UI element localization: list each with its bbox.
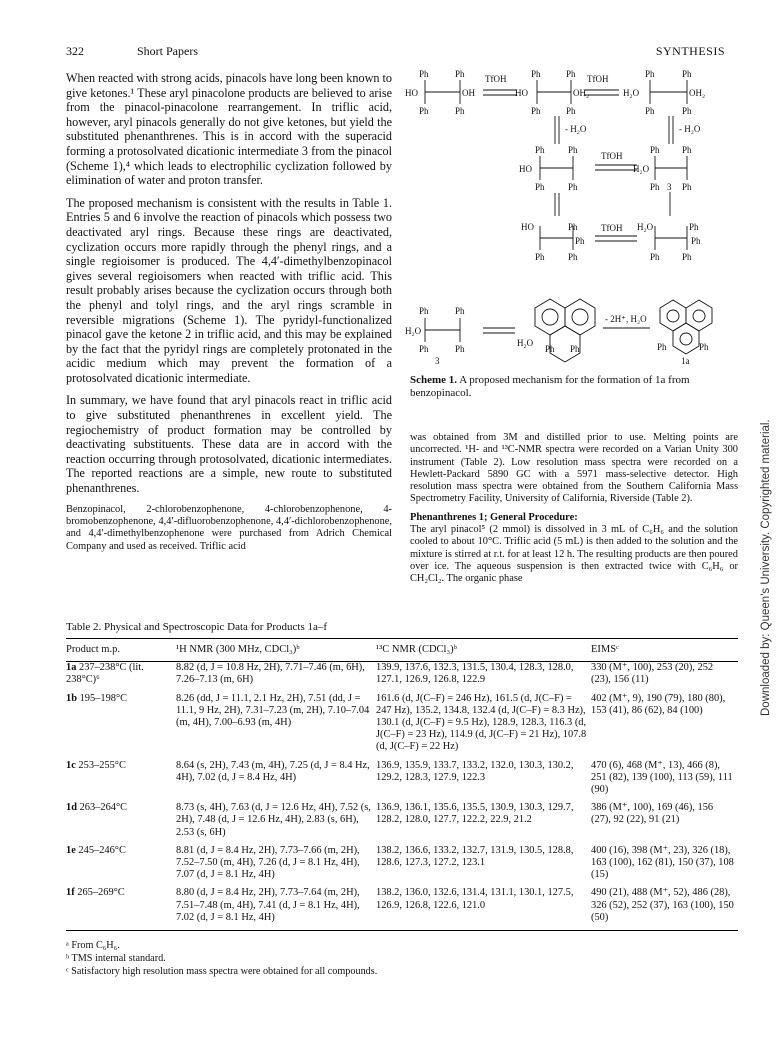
svg-text:Ph: Ph: [455, 106, 465, 116]
experimental-text: Benzopinacol, 2-chlorobenzophenone, 4-chlorobenzophenone, 4-bromobenzophenone, 4,4′-difluorobenzophenone, 4,4′-dichlorobenzophenone, and 4,4′-dimethylbenzophenone were purchased from Adrich Chemical Company and used as received. Triflic acid: [66, 503, 392, 552]
svg-text:TfOH: TfOH: [601, 151, 623, 161]
svg-text:Ph: Ph: [570, 344, 580, 354]
product-id: 1f: [66, 887, 75, 899]
h-nmr-cell: 8.64 (s, 2H), 7.43 (m, 4H), 7.25 (d, J = 8.4 Hz, 4H), 7.02 (d, J = 8.4 Hz, 4H): [176, 759, 370, 783]
svg-text:OH₂: OH₂: [689, 88, 706, 98]
svg-text:Ph: Ph: [535, 252, 545, 262]
section-title: Short Papers: [137, 44, 198, 58]
table-2: [66, 638, 738, 978]
eims-cell: 400 (16), 398 (M⁺, 23), 326 (18), 163 (100), 162 (81), 150 (37), 108 (15): [591, 844, 734, 881]
melting-point: 245–246°C: [78, 844, 126, 856]
svg-text:Ph: Ph: [531, 106, 541, 116]
eims-cell: 402 (M⁺, 9), 190 (79), 180 (80), 153 (41), 86 (62), 84 (100): [591, 692, 726, 716]
svg-text:HO: HO: [515, 88, 528, 98]
table-footnotes: [66, 939, 738, 978]
instrumentation-text: was obtained from 3M and distilled prior to use. Melting points are uncorrected. ¹H- and ¹³C-NMR spectra were recorded on a Varian Unity 300 instrument (Table 2). Low resolution mass spectra were recorded on a Hewlett-Packard 5890 GC with a 5971 mass-selective detector. High resolution mass spectra were obtained from the Southern California Mass Spectrometry Facility, University of California, Riverside (Table 2).: [410, 432, 738, 505]
table-row: [66, 662, 738, 693]
svg-text:H₂O: H₂O: [623, 88, 640, 98]
product-id: 1d: [66, 802, 77, 814]
svg-text:Ph: Ph: [645, 106, 655, 116]
table-title: Table 2. Physical and Spectroscopic Data for Products 1a–f: [66, 621, 328, 633]
svg-text:Ph: Ph: [682, 252, 692, 262]
svg-text:H₂O: H₂O: [517, 338, 534, 348]
svg-text:3: 3: [435, 356, 440, 366]
download-note: Downloaded by: Queen's University. Copyrighted material.: [760, 419, 772, 716]
svg-text:Ph: Ph: [657, 342, 667, 352]
paragraph-1: When reacted with strong acids, pinacols have long been known to give ketones.¹ These aryl pinacolone products are believed to arise from the pinacol-pinacolone rearrangement. In triflic acid, however, aryl pinacols generally do not give ketones, but yield the substituted phenanthrenes. This is in accord with the superacid forming a protosolvated dicationic intermediate 3 from the pinacol (Scheme 1),⁴ which leads to electrophilic cyclization followed by elimination of water and proton transfer.: [66, 71, 392, 188]
eims-cell: 386 (M⁺, 100), 169 (46), 156 (27), 92 (22), 91 (21): [591, 802, 714, 826]
svg-text:HO: HO: [519, 164, 532, 174]
svg-text:Ph: Ph: [566, 69, 576, 79]
svg-text:H₂O: H₂O: [405, 326, 422, 336]
c-nmr-cell: 139.9, 137.6, 132.3, 131.5, 130.4, 128.3, 128.0, 127.1, 126.9, 126.8, 122.9: [376, 662, 574, 686]
c-nmr-cell: 136.9, 135.9, 133.7, 133.2, 132.0, 130.3, 130.2, 129.2, 128.3, 127.9, 122.3: [376, 759, 574, 783]
svg-text:H₂O: H₂O: [633, 164, 650, 174]
svg-text:TfOH: TfOH: [587, 74, 609, 84]
svg-text:TfOH: TfOH: [485, 74, 507, 84]
svg-text:Ph: Ph: [568, 252, 578, 262]
melting-point: 253–255°C: [78, 759, 126, 771]
svg-text:Ph: Ph: [645, 69, 655, 79]
h-nmr-cell: 8.82 (d, J = 10.8 Hz, 2H), 7.71–7.46 (m, 6H), 7.26–7.13 (m, 6H): [176, 662, 365, 686]
svg-text:Ph: Ph: [568, 145, 578, 155]
svg-text:Ph: Ph: [419, 69, 429, 79]
header-c-nmr: ¹³C NMR (CDCl₃)ᵇ: [376, 639, 591, 662]
melting-point: 237–238°C (lit. 238°C)⁶: [66, 662, 144, 686]
scheme-drawing: [405, 68, 735, 368]
svg-text:Ph: Ph: [566, 106, 576, 116]
svg-text:Ph: Ph: [545, 344, 555, 354]
scheme-caption-label: Scheme 1.: [410, 374, 458, 386]
product-id: 1a: [66, 662, 77, 674]
procedure-text: The aryl pinacol⁵ (2 mmol) is dissolved in 3 mL of C₆H₆ and the solution cooled to about 10°C. Triflic acid (5 mL) is then added to the solution and the mixture is stirred at r.t. for at least 12 h. The resulting products are then poured over ice. The aqueous suspension is then extracted twice with C₆H₆ or CH₂Cl₂. The organic phase: [410, 524, 738, 585]
svg-text:Ph: Ph: [455, 344, 465, 354]
svg-text:Ph: Ph: [419, 306, 429, 316]
c-nmr-cell: 138.2, 136.0, 132.6, 131.4, 131.1, 130.1, 127.5, 126.9, 126.8, 122.6, 121.0: [376, 887, 574, 911]
header-h-nmr: ¹H NMR (300 MHz, CDCl₃)ᵇ: [176, 639, 376, 662]
table-row: [66, 845, 738, 888]
product-id: 1e: [66, 844, 76, 856]
svg-text:Ph: Ph: [691, 236, 701, 246]
melting-point: 265–269°C: [77, 887, 125, 899]
scheme-caption: [410, 374, 738, 400]
svg-text:Ph: Ph: [650, 252, 660, 262]
eims-cell: 490 (21), 488 (M⁺, 52), 486 (28), 326 (52), 252 (37), 163 (100), 150 (50): [591, 887, 734, 923]
melting-point: 263–264°C: [79, 802, 128, 814]
svg-text:Ph: Ph: [650, 145, 660, 155]
left-column: [66, 71, 392, 553]
svg-text:Ph: Ph: [568, 222, 578, 232]
page-number: 322: [66, 44, 84, 58]
c-nmr-cell: 161.6 (d, J(C–F) = 246 Hz), 161.5 (d, J(C–F) = 247 Hz), 135.2, 134.8, 132.4 (d, J(C–F) = 8.3 Hz), 130.1 (d, J(C–F) = 9.5 Hz), 128.9, 128.3, 116.3 (d, J(C–F) = 23 Hz), 114.9 (d, J(C–F) = 21 Hz), 107.8 (d, J(C–F) = 22 Hz): [376, 692, 587, 753]
svg-text:1a: 1a: [681, 356, 690, 366]
h-nmr-cell: 8.73 (s, 4H), 7.63 (d, J = 12.6 Hz, 4H), 7.52 (s, 2H), 7.48 (d, J = 12.6 Hz, 4H), 2.83 (s, 6H), 2.53 (s, 6H): [176, 802, 371, 838]
svg-text:Ph: Ph: [535, 182, 545, 192]
product-id: 1c: [66, 759, 76, 771]
table-row: [66, 887, 738, 930]
h-nmr-cell: 8.81 (d, J = 8.4 Hz, 2H), 7.73–7.66 (m, 2H), 7.52–7.50 (m, 4H), 7.26 (d, J = 8.1 Hz, 4H), 7.07 (d, J = 8.1 Hz, 4H): [176, 844, 360, 881]
scheme-1: [405, 68, 735, 368]
svg-text:Ph: Ph: [531, 69, 541, 79]
procedure-heading: Phenanthrenes 1; General Procedure:: [410, 511, 578, 523]
header-product: Product m.p.: [66, 639, 176, 662]
h-nmr-cell: 8.26 (dd, J = 11.1, 2.1 Hz, 2H), 7.51 (dd, J = 11.1, 9 Hz, 2H), 7.31–7.23 (m, 2H), 7.10–7.04 (m, 4H), 7.00–6.93 (m, 4H): [176, 692, 370, 729]
melting-point: 195–198°C: [79, 692, 128, 704]
paragraph-2: The proposed mechanism is consistent with the results in Table 1. Entries 5 and 6 involve the reaction of pinacols which possess two deactivated aryl rings. Because these rings are deactivated, cyclization occurs more rapidly through the phenyl rings, and a single regioisomer is produced. The 4,4′-dimethylbenzopinacol gives several regioisomers when reacted with triflic acid. This result probably arises because the cyclization occurs through both the phenyl and tolyl rings, and the aryl rings scramble in reversible migrations (Scheme 1). The pyridyl-functionalized pinacol gave the ketone 2 in triflic acid, and this may be explained by the fact that the pyridyl rings are completely protonated in the acidic medium which may prevent the formation of a protosolvated dicationic intermediate.: [66, 195, 392, 385]
svg-text:Ph: Ph: [689, 222, 699, 232]
svg-text:3: 3: [667, 182, 672, 192]
svg-text:Ph: Ph: [419, 344, 429, 354]
svg-text:- H₂O: - H₂O: [679, 124, 701, 134]
svg-text:HO: HO: [405, 88, 418, 98]
footnote-b: ᵇ TMS internal standard.: [66, 953, 166, 965]
svg-text:HO: HO: [521, 222, 534, 232]
svg-text:H₂O: H₂O: [637, 222, 654, 232]
table-row: [66, 802, 738, 845]
svg-text:OH₂: OH₂: [573, 88, 590, 98]
product-id: 1b: [66, 692, 77, 704]
journal-name: SYNTHESIS: [655, 44, 725, 58]
h-nmr-cell: 8.80 (d, J = 8.4 Hz, 2H), 7.73–7.64 (m, 2H), 7.51–7.48 (m, 4H), 7.41 (d, J = 8.1 Hz, 4H), 7.02 (d, J = 8.1 Hz, 4H): [176, 887, 360, 923]
svg-text:Ph: Ph: [682, 145, 692, 155]
c-nmr-cell: 136.9, 136.1, 135.6, 135.5, 130.9, 130.3, 129.7, 128.2, 128.0, 127.7, 122.2, 22.9, 21.2: [376, 802, 574, 826]
svg-text:Ph: Ph: [650, 182, 660, 192]
footnote-a: ᵃ From C₆H₆.: [66, 940, 120, 952]
footnote-c: ᶜ Satisfactory high resolution mass spectra were obtained for all compounds.: [66, 966, 378, 978]
svg-text:Ph: Ph: [682, 69, 692, 79]
scheme-caption-text: A proposed mechanism for the formation of 1a from benzopinacol.: [410, 374, 690, 399]
table-row: [66, 760, 738, 803]
paragraph-3: In summary, we have found that aryl pinacols react in triflic acid to give substituted phenanthrenes in excellent yield. The regiochemistry of product formation may be controlled by deactivating substituents. These data are in accord with the reaction occurring through protosolvated, dicationic intermediates. The reported reactions are a simple, new route to substituted phenanthrenes.: [66, 393, 392, 496]
right-column: [410, 432, 738, 586]
header-eims: EIMSᶜ: [591, 639, 738, 662]
svg-text:- 2H⁺, H₂O: - 2H⁺, H₂O: [605, 314, 647, 324]
eims-cell: 470 (6), 468 (M⁺, 13), 466 (8), 251 (82), 139 (100), 113 (59), 111 (90): [591, 759, 733, 796]
svg-text:Ph: Ph: [682, 106, 692, 116]
svg-text:Ph: Ph: [419, 106, 429, 116]
c-nmr-cell: 138.2, 136.6, 133.2, 132.7, 131.9, 130.5, 128.8, 128.6, 127.3, 127.2, 123.1: [376, 844, 574, 869]
svg-text:OH: OH: [462, 88, 475, 98]
svg-text:Ph: Ph: [682, 182, 692, 192]
svg-text:Ph: Ph: [568, 182, 578, 192]
svg-text:- H₂O: - H₂O: [565, 124, 587, 134]
svg-text:Ph: Ph: [535, 145, 545, 155]
svg-text:Ph: Ph: [699, 342, 709, 352]
svg-text:Ph: Ph: [575, 236, 585, 246]
eims-cell: 330 (M⁺, 100), 253 (20), 252 (23), 156 (11): [591, 662, 714, 686]
table-row: [66, 693, 738, 760]
svg-text:Ph: Ph: [455, 306, 465, 316]
svg-text:TfOH: TfOH: [601, 223, 623, 233]
svg-text:Ph: Ph: [455, 69, 465, 79]
